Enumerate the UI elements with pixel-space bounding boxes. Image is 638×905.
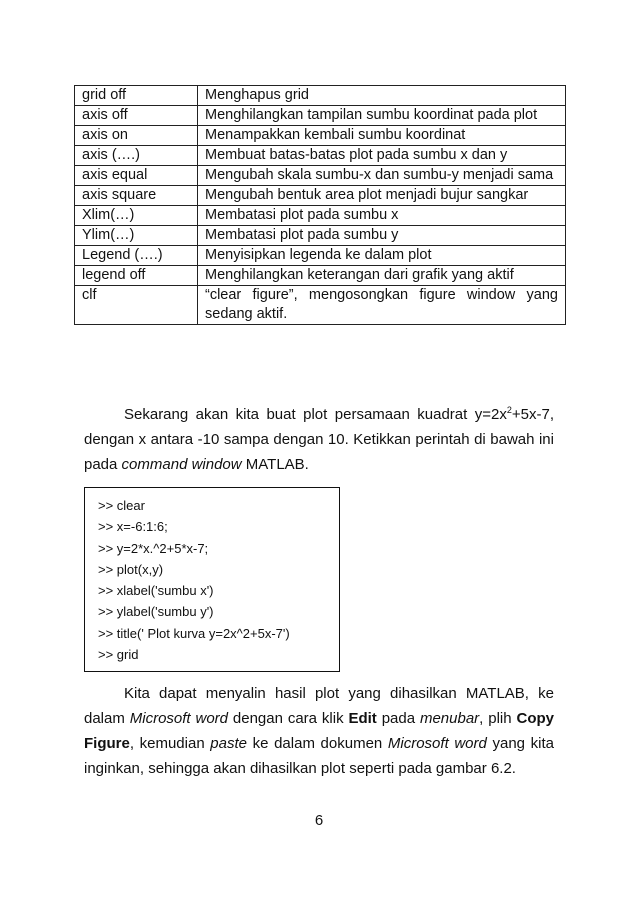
code-line: >> plot(x,y) xyxy=(98,561,164,577)
command-cell: clf xyxy=(75,286,198,325)
command-cell: Xlim(…) xyxy=(75,206,198,226)
description-cell: Membatasi plot pada sumbu y xyxy=(198,226,566,246)
code-block xyxy=(84,487,340,672)
italic-term: paste xyxy=(210,735,247,752)
superscript: 2 xyxy=(506,405,512,415)
description-cell: Mengubah bentuk area plot menjadi bujur sangkar xyxy=(198,186,566,206)
paragraph-text: , plih xyxy=(479,710,517,727)
code-line: >> xlabel('sumbu x') xyxy=(98,583,214,599)
command-cell: Legend (….) xyxy=(75,246,198,266)
command-cell: axis square xyxy=(75,186,198,206)
table-row xyxy=(75,106,566,126)
description-cell: Menghilangkan tampilan sumbu koordinat pada plot xyxy=(198,106,566,126)
paragraph-text: yang kita inginkan, sehingga akan dihasilkan plot seperti pada gambar 6.2. xyxy=(84,735,554,777)
table-row xyxy=(75,266,566,286)
table-row xyxy=(75,166,566,186)
page-number: 6 xyxy=(314,812,324,829)
italic-term: command window xyxy=(121,456,242,473)
table-row xyxy=(75,146,566,166)
table-row xyxy=(75,86,566,106)
paragraph-text: dengan cara klik xyxy=(228,710,349,727)
description-cell: Menampakkan kembali sumbu koordinat xyxy=(198,126,566,146)
command-cell: axis equal xyxy=(75,166,198,186)
code-line: >> y=2*x.^2+5*x-7; xyxy=(98,540,209,556)
table-row xyxy=(75,206,566,226)
paragraph-text: , kemudian xyxy=(129,735,211,752)
paragraph-text: +5x-7, dengan x antara -10 sampa dengan 10. Ketikkan perintah di bawah ini pada xyxy=(84,406,554,473)
italic-term: Microsoft word xyxy=(387,735,487,752)
command-cell: axis (….) xyxy=(75,146,198,166)
code-line: >> ylabel('sumbu y') xyxy=(98,604,214,620)
table-row xyxy=(75,246,566,266)
table-row xyxy=(75,286,566,325)
code-line: >> x=-6:1:6; xyxy=(98,519,168,535)
bold-term: Copy Figure xyxy=(84,710,554,752)
command-cell: grid off xyxy=(75,86,198,106)
command-cell: legend off xyxy=(75,266,198,286)
command-cell: axis off xyxy=(75,106,198,126)
table-row xyxy=(75,186,566,206)
bold-term: Edit xyxy=(348,710,377,727)
description-cell: Membuat batas-batas plot pada sumbu x dan y xyxy=(198,146,566,166)
paragraph-text: Sekarang akan kita buat plot persamaan kuadrat y=2x xyxy=(124,406,507,423)
paragraph-text: MATLAB. xyxy=(241,456,309,473)
copy-figure-paragraph xyxy=(84,681,554,781)
description-cell: Membatasi plot pada sumbu x xyxy=(198,206,566,226)
table-row xyxy=(75,226,566,246)
italic-term: menubar xyxy=(419,710,480,727)
paragraph-text: pada xyxy=(376,710,420,727)
description-cell: Menghilangkan keterangan dari grafik yang aktif xyxy=(198,266,566,286)
intro-paragraph xyxy=(84,402,554,477)
description-cell: “clear figure”, mengosongkan figure window yang sedang aktif. xyxy=(198,286,566,325)
italic-term: Microsoft word xyxy=(129,710,228,727)
table-row xyxy=(75,126,566,146)
command-cell: axis on xyxy=(75,126,198,146)
code-line: >> grid xyxy=(98,647,139,663)
description-cell: Menghapus grid xyxy=(198,86,566,106)
paragraph-text: Kita dapat menyalin hasil plot yang dihasilkan MATLAB, ke dalam xyxy=(84,685,554,727)
code-line: >> title(' Plot kurva y=2x^2+5x-7') xyxy=(98,625,290,641)
paragraph-text: ke dalam dokumen xyxy=(247,735,388,752)
command-table xyxy=(74,85,566,325)
description-cell: Mengubah skala sumbu-x dan sumbu-y menjadi sama xyxy=(198,166,566,186)
code-line: >> clear xyxy=(98,498,145,513)
description-cell: Menyisipkan legenda ke dalam plot xyxy=(198,246,566,266)
command-cell: Ylim(…) xyxy=(75,226,198,246)
